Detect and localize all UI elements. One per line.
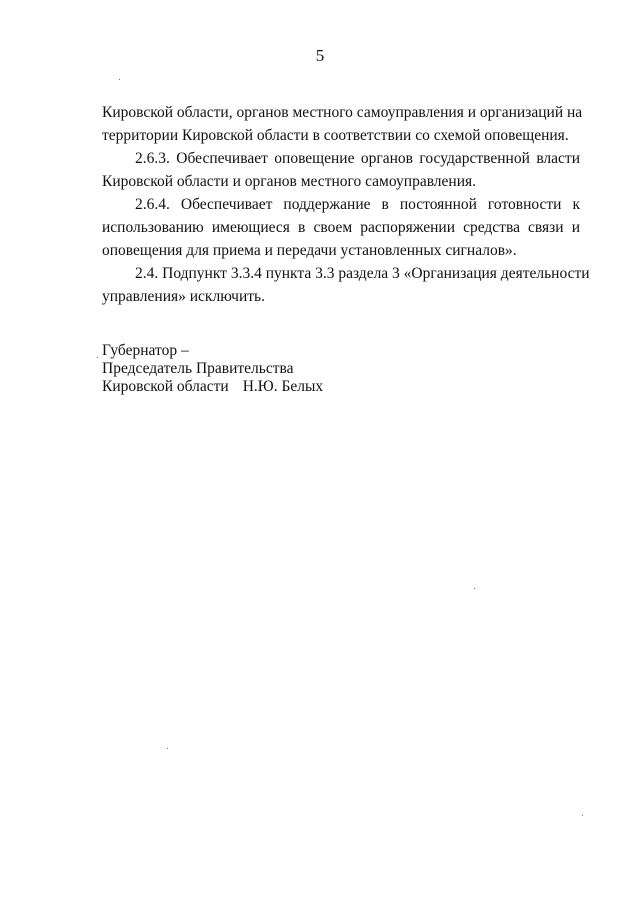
signature-region: Кировской области — [102, 378, 229, 395]
scan-speck — [97, 357, 98, 358]
signature-name: Н.Ю. Белых — [242, 378, 324, 395]
text-line: 2.4. Подпункт 3.3.4 пункта 3.3 раздела 3 «Организация деятельности — [135, 265, 590, 282]
paragraph-2-6-4 — [102, 193, 580, 262]
scan-speck — [582, 815, 583, 816]
page-number: 5 — [315, 46, 325, 65]
text-line: управления» исключить. — [102, 288, 265, 305]
scan-speck — [474, 588, 475, 589]
scan-speck — [119, 79, 120, 80]
signature-block — [102, 342, 323, 396]
text-line: оповещения для приема и передачи установленных сигналов». — [102, 242, 517, 259]
scan-speck — [167, 748, 168, 749]
signature-region-line — [102, 378, 323, 396]
text-line: Кировской области, органов местного самоуправления и организаций на — [102, 104, 583, 121]
paragraph-2-6-3 — [102, 147, 580, 193]
signature-title: Губернатор – — [102, 342, 189, 359]
text-line: территории Кировской области в соответствии со схемой оповещения. — [102, 127, 569, 144]
text-line: 2.6.4. Обеспечивает поддержание в постоянной готовности к — [135, 196, 580, 213]
text-line: 2.6.3. Обеспечивает оповещение органов государственной власти — [135, 150, 580, 167]
text-line: использованию имеющиеся в своем распоряжении средства связи и — [102, 219, 580, 236]
signature-position: Председатель Правительства — [102, 360, 294, 377]
paragraph-2-4 — [102, 262, 590, 308]
paragraph-continuation — [102, 101, 583, 147]
text-line: Кировской области и органов местного самоуправления. — [102, 173, 477, 190]
